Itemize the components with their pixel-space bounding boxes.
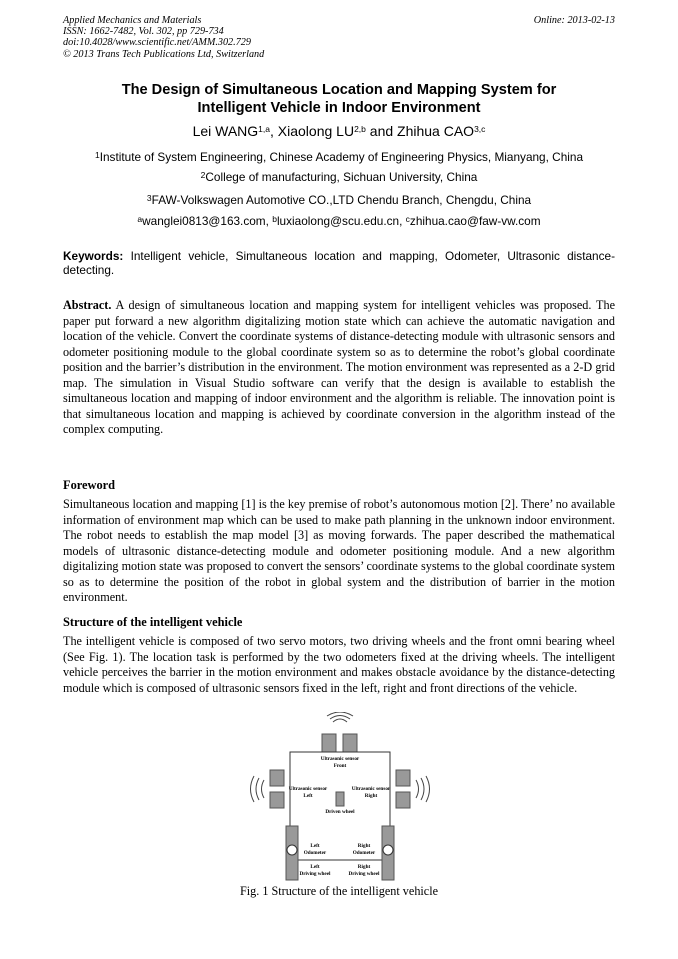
label-right-odometer-2: Odometer bbox=[352, 850, 376, 856]
right-sensor-block bbox=[396, 770, 410, 786]
email-separator: , bbox=[399, 214, 406, 228]
email-sup: c bbox=[405, 214, 410, 224]
front-wave-icon bbox=[327, 712, 353, 722]
author-1-sup: 1,a bbox=[258, 124, 270, 134]
author-separator: and bbox=[365, 123, 398, 139]
author-1: Lei WANG bbox=[192, 123, 259, 139]
left-odometer-icon bbox=[287, 845, 297, 855]
right-sensor-block bbox=[396, 792, 410, 808]
email-2[interactable]: luxiaolong@scu.edu.cn bbox=[276, 214, 400, 228]
front-sensor-block bbox=[343, 734, 357, 752]
abstract-text: A design of simultaneous location and mapping system for intelligent vehicles was proposed. The paper put forward a new algorithm digitalizing motion state which can achieve the automatic navigation and location of the vehicle. Convert the coordinate systems of distance-detecting module with ultrasonic sensors and odometer positioning module to the global coordinate system so as to determine the robot’s global coordinate position and the barrier’s distribution in the environment. The motion environment was represented as a 2-D grid map. The simulation in Visual Studio software can verify that the design is available to establish the simultaneous location and mapping of indoor environment and the algorithm is reliable. The innovation point is that simultaneous location and mapping is achieved by coordinate conversion in the algorithm instead of the complex computing. bbox=[63, 298, 615, 436]
left-sensor-block bbox=[270, 792, 284, 808]
paper-title bbox=[63, 81, 615, 117]
author-2: Xiaolong LU bbox=[277, 123, 355, 139]
label-right-odometer-1: Right bbox=[357, 843, 371, 849]
label-right-sensor-1: Ultrasonic sensor bbox=[351, 786, 391, 792]
label-right-drive-1: Right bbox=[357, 864, 371, 870]
structure-paragraph: The intelligent vehicle is composed of two servo motors, two driving wheels and the front omni bearing wheel (See Fig. 1). The location task is performed by the two odometers fixed at the driving wheels. The intelligent vehicle perceives the barrier in the motion environment and makes obstacle avoidance by the distance-detecting module which is composed of ultrasonic sensors fixed in the left, right and front directions of the vehicle. bbox=[63, 634, 615, 695]
email-separator: , bbox=[265, 214, 273, 228]
vehicle-diagram bbox=[240, 712, 440, 882]
author-3-sup: 3,c bbox=[474, 124, 486, 134]
email-sup: a bbox=[137, 214, 143, 224]
label-left-drive-1: Left bbox=[310, 864, 320, 870]
journal-name: Applied Mechanics and Materials bbox=[63, 15, 202, 26]
affiliation-text: College of manufacturing, Sichuan University, China bbox=[205, 170, 478, 184]
email-1[interactable]: wanglei0813@163.com bbox=[142, 214, 266, 228]
affiliation-sup: 1 bbox=[94, 150, 100, 160]
left-wave-icon bbox=[251, 776, 265, 802]
email-3[interactable]: zhihua.cao@faw-vw.com bbox=[409, 214, 541, 228]
affiliation-sup: 3 bbox=[146, 193, 152, 203]
title-line-1: The Design of Simultaneous Location and Mapping System for bbox=[121, 82, 557, 98]
label-right-drive-2: Driving wheel bbox=[348, 871, 380, 877]
keywords-text: Intelligent vehicle, Simultaneous location and mapping, Odometer, Ultrasonic distance-detecting. bbox=[63, 249, 615, 277]
journal-copyright: © 2013 Trans Tech Publications Ltd, Switzerland bbox=[63, 48, 265, 60]
label-left-drive-2: Driving wheel bbox=[299, 871, 331, 877]
author-3: Zhihua CAO bbox=[397, 123, 475, 139]
email-list bbox=[63, 214, 615, 228]
driven-wheel-block bbox=[336, 792, 344, 806]
abstract-label: Abstract. bbox=[63, 298, 112, 312]
email-sup: b bbox=[272, 214, 277, 224]
keywords bbox=[63, 249, 615, 277]
keywords-label: Keywords: bbox=[63, 249, 124, 263]
affiliation-text: Institute of System Engineering, Chinese Academy of Engineering Physics, Mianyang, China bbox=[99, 150, 583, 164]
online-date: Online: 2013-02-13 bbox=[533, 15, 615, 26]
section-heading-foreword: Foreword bbox=[63, 478, 116, 492]
affiliation-text: FAW-Volkswagen Automotive CO.,LTD Chendu Branch, Chengdu, China bbox=[151, 193, 532, 207]
label-front-sensor-1: Ultrasonic sensor bbox=[320, 756, 360, 762]
affiliation-1 bbox=[63, 150, 615, 164]
abstract bbox=[63, 298, 615, 438]
label-driven-wheel: Driven wheel bbox=[325, 809, 355, 815]
section-heading-structure: Structure of the intelligent vehicle bbox=[63, 615, 243, 629]
right-wave-icon bbox=[416, 776, 430, 802]
front-sensor-block bbox=[322, 734, 336, 752]
left-sensor-block bbox=[270, 770, 284, 786]
label-left-sensor-2: Left bbox=[303, 793, 313, 799]
label-left-sensor-1: Ultrasonic sensor bbox=[288, 786, 328, 792]
journal-doi: doi:10.4028/www.scientific.net/AMM.302.729 bbox=[63, 37, 251, 49]
label-front-sensor-2: Front bbox=[333, 763, 347, 769]
right-odometer-icon bbox=[383, 845, 393, 855]
vehicle-structure-figure bbox=[240, 712, 440, 882]
affiliation-sup: 2 bbox=[200, 170, 206, 180]
figure-caption: Fig. 1 Structure of the intelligent vehicle bbox=[240, 884, 438, 898]
foreword-paragraph: Simultaneous location and mapping [1] is the key premise of robot’s autonomous motion [2]. There’ no available information of environment map which can be used to make path planning in the unknown indoor environment. The robot needs to establish the map model [3] as moving forwards. The paper described the mathematical models of ultrasonic distance-detecting module and odometer positioning module. And a new algorithm digitalizing motion state was proposed to convert the sensors’ coordinate systems to the global coordinate system so as to determine the position of the robot in global system and the distribution of barrier in the motion environment. bbox=[63, 497, 615, 604]
journal-issn: ISSN: 1662-7482, Vol. 302, pp 729-734 bbox=[63, 26, 224, 38]
author-list bbox=[63, 122, 615, 140]
author-separator: , bbox=[270, 123, 278, 139]
label-left-odometer-1: Left bbox=[310, 843, 320, 849]
affiliation-2 bbox=[63, 170, 615, 184]
author-2-sup: 2,b bbox=[354, 124, 366, 134]
affiliation-3 bbox=[63, 193, 615, 207]
label-left-odometer-2: Odometer bbox=[303, 850, 327, 856]
label-right-sensor-2: Right bbox=[364, 793, 378, 799]
title-line-2: Intelligent Vehicle in Indoor Environment bbox=[197, 100, 481, 116]
journal-header bbox=[63, 15, 615, 60]
